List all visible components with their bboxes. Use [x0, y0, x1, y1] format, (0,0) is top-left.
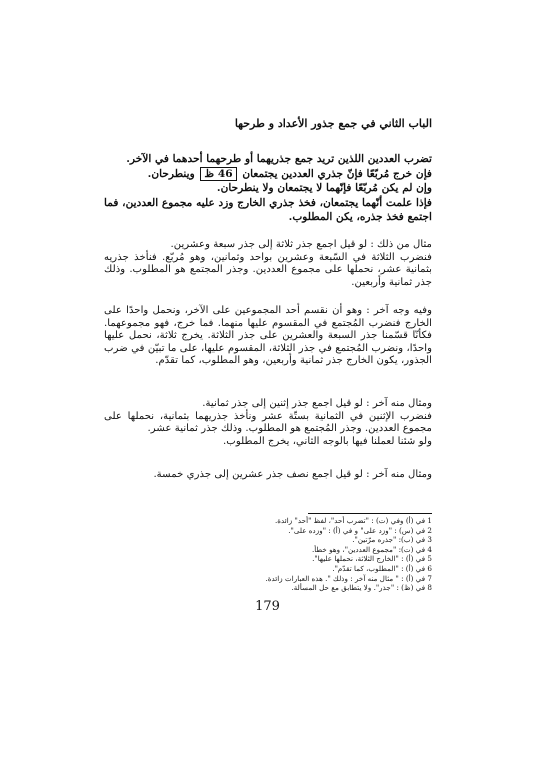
example-2-line-2: فنضرب الإثنين في الثمانية بستّة عشر ونأخذ جذريهما بثمانية، نحملها على مجموع العددين. وجذر المُجتمع هو المطلوب. وذلك جذر ثمانية عشر. [104, 410, 432, 435]
footnote: 6 في (أ) : "المطلوب، كما تقدّم". [332, 563, 432, 573]
footnotes [104, 516, 432, 593]
example-2-line-1: ومثال منه آخر : لو قيل اجمع جذر إثنين إلى جذر ثمانية. [202, 398, 432, 409]
page-number: 179 [255, 599, 280, 614]
rule-line-4: فإذا علمت أنّهما يجتمعان، فخذ جذري الخارج وزد عليه مجموع العددين، فما اجتمع فخذ جذره، يكن المطلوب. [104, 196, 432, 223]
footnote: 3 في (ب): "جذره مرّتين". [352, 535, 432, 545]
example-2-line-3: ولو شئنا لعملنا فيها بالوجه الثاني، يخرج المطلوب. [223, 435, 432, 447]
footnote-divider [308, 513, 432, 514]
chapter-title: الباب الثاني في جمع جذور الأعداد و طرحها [234, 117, 432, 130]
example-3-paragraph: ومثال منه آخر : لو قيل اجمع نصف جذر عشرين إلى جذري خمسة. [153, 469, 432, 480]
rule-line-2: فإن خرج مُربّعًا فإنّ جذري العددين يجتمعان 46 ظ وينطرحان. [147, 167, 432, 180]
rule-line-1: تضرب العددين اللذين تريد جمع جذريهما أو طرحهما أحدهما في الآخر. [126, 153, 432, 165]
footnote: 1 في (أ) وفي (ت) : "تضرب أحد"، لفظ "أحد" زائدة. [274, 516, 432, 525]
manuscript-page-mark: 46 ظ [200, 167, 236, 181]
method-2-paragraph: وفيه وجه آخر : وهو أن نقسم أحد المجموعين على الآخر، ونحمل واحدًا على الخارج فنضرب المُجتمع في المقسوم عليها منهما. فما خرج، فهو مجموعهما. فكأنّا قسّمنا جذر السبعة والعشرين على جذر الثلاثة. يخرج ثلاثة، نحمل عليها واحدًا، ونضرب المُجتمع في جذر الثلاثة، المقسوم عليها، على ما تبيّن في ضرب الجذور، يكون الخارج جذر ثمانية وأربعين، وهو المطلوب، كما تقدّم. [104, 305, 432, 367]
footnote: 8 في (ظ) : "جذر". ولا يتطابق مع حل المسألة. [291, 583, 432, 593]
rule-block [104, 152, 432, 225]
example-1-line-1: مثال من ذلك : لو قيل اجمع جذر ثلاثة إلى جذر سبعة وعشرين. [170, 239, 432, 250]
example-1-paragraph [104, 239, 432, 289]
footnote: 5 في (أ) : "الخارج الثلاثة، نحملها عليها". [312, 554, 432, 564]
footnote: 4 في (ت): "مجموع العددين"، وهو خطأ. [312, 544, 432, 554]
rule-line-3: وإن لم يكن مُربّعًا فإنّهما لا يجتمعان ولا ينطرحان. [216, 182, 432, 194]
example-1-line-2: فنضرب الثلاثة في السّبعة وعشرين بواحد وثمانين، وهو مُربّع. فنأخذ جذريه بثمانية عشر، نحملها على مجموع العددين. وجذر المجتمع هو المطلوب. وذلك جذر ثمانية وأربعين. [104, 251, 432, 288]
example-2-paragraph [104, 398, 432, 448]
footnote: 2 في (س) : "وزد على" و في (أ) : "وزده على". [288, 525, 432, 535]
footnote: 7 في (أ) : " مثال منه آخر : وذلك ". هذه العبارات زائدة. [265, 573, 432, 583]
